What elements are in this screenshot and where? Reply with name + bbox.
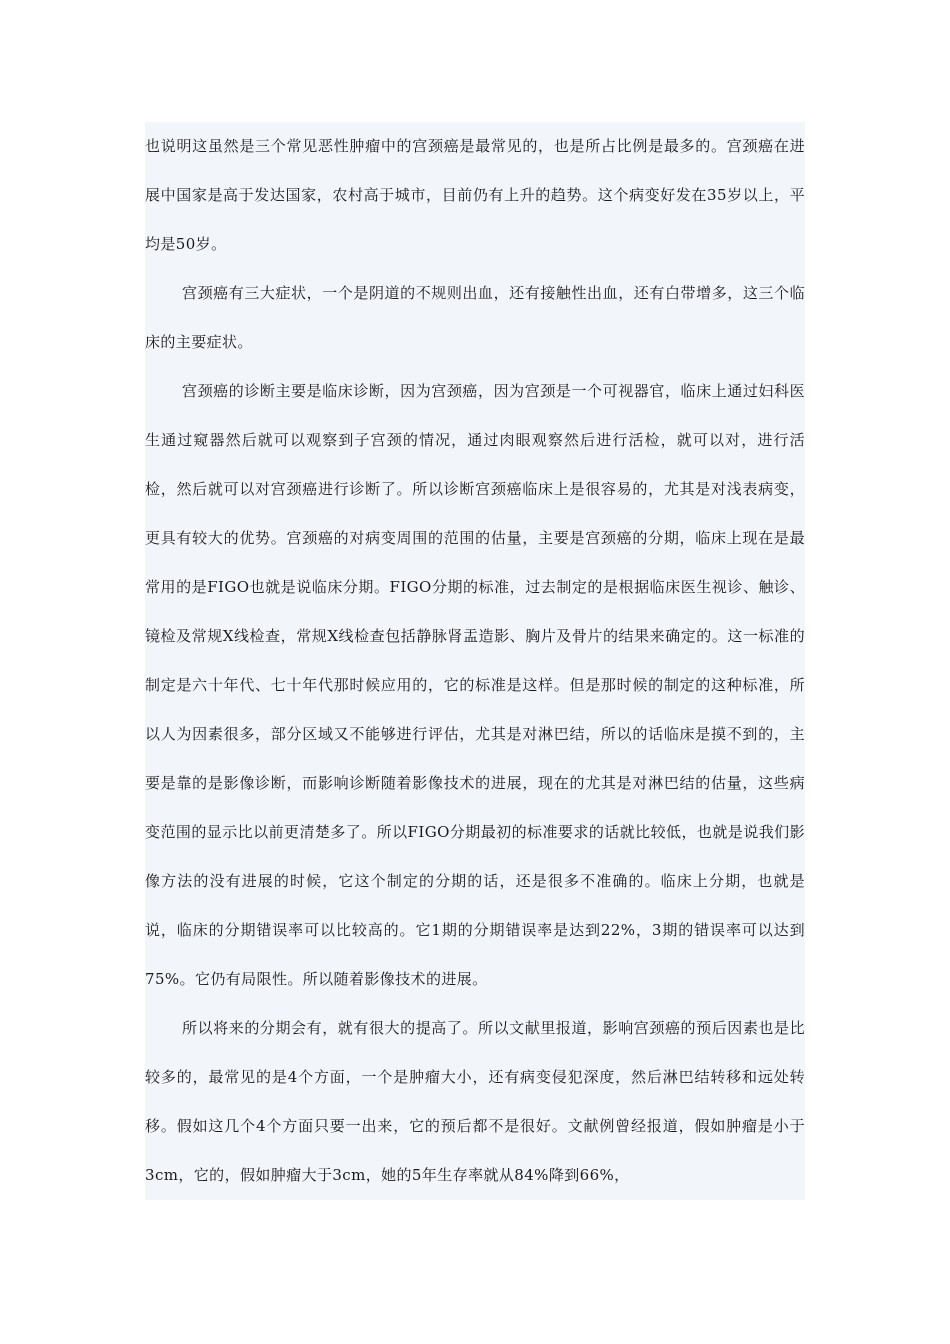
paragraph-incidence: 也说明这虽然是三个常见恶性肿瘤中的宫颈癌是最常见的，也是所占比例是最多的。宫颈癌在进展中国家是高于发达国家，农村高于城市，目前仍有上升的趋势。这个病变好发在35岁以上，平均是50岁。	[145, 137, 805, 253]
paragraph-symptoms: 宫颈癌有三大症状，一个是阴道的不规则出血，还有接触性出血，还有白带增多，这三个临床的主要症状。	[145, 284, 805, 351]
document-body	[145, 122, 805, 1200]
paragraph-prognosis: 所以将来的分期会有，就有很大的提高了。所以文献里报道，影响宫颈癌的预后因素也是比较多的，最常见的是4个方面，一个是肿瘤大小，还有病变侵犯深度，然后淋巴结转移和远处转移。假如这几个4个方面只要一出来，它的预后都不是很好。文献例曾经报道，假如肿瘤是小于3cm，它的，假如肿瘤大于3cm，她的5年生存率就从84%降到66%，	[145, 1019, 805, 1184]
paragraph-diagnosis-staging: 宫颈癌的诊断主要是临床诊断，因为宫颈癌，因为宫颈是一个可视器官，临床上通过妇科医生通过窥器然后就可以观察到子宫颈的情况，通过肉眼观察然后进行活检，就可以对，进行活检，然后就可以对宫颈癌进行诊断了。所以诊断宫颈癌临床上是很容易的，尤其是对浅表病变，更具有较大的优势。宫颈癌的对病变周围的范围的估量，主要是宫颈癌的分期，临床上现在是最常用的是FIGO也就是说临床分期。FIGO分期的标准，过去制定的是根据临床医生视诊、触诊、镜检及常规X线检查，常规X线检查包括静脉肾盂造影、胸片及骨片的结果来确定的。这一标准的制定是六十年代、七十年代那时候应用的，它的标准是这样。但是那时候的制定的这种标准，所以人为因素很多，部分区域又不能够进行评估，尤其是对淋巴结，所以的话临床是摸不到的，主要是靠的是影像诊断，而影响诊断随着影像技术的进展，现在的尤其是对淋巴结的估量，这些病变范围的显示比以前更清楚多了。所以FIGO分期最初的标准要求的话就比较低，也就是说我们影像方法的没有进展的时候，它这个制定的分期的话，还是很多不准确的。临床上分期，也就是说，临床的分期错误率可以比较高的。它1期的分期错误率是达到22%，3期的错误率可以达到75%。它仍有局限性。所以随着影像技术的进展。	[145, 382, 805, 988]
